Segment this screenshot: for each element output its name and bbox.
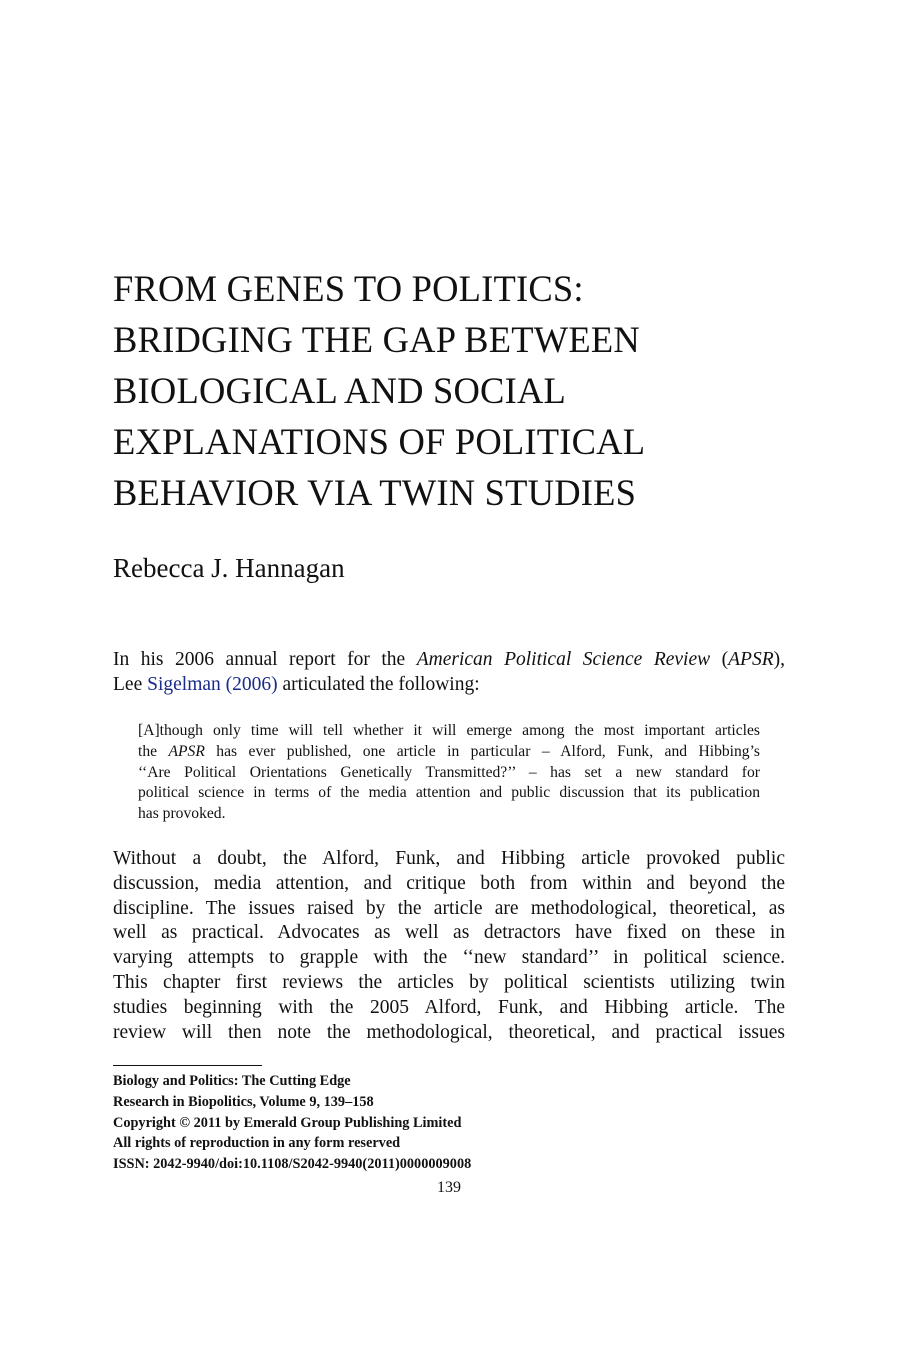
author-name: Rebecca J. Hannagan [113,553,345,583]
intro-line: Lee Sigelman (2006) articulated the following: [113,674,480,695]
quote-line: political science in terms of the media attention and public discussion that its publication [138,784,760,802]
quote-line: [A]though only time will tell whether it will emerge among the most important articles [138,722,760,739]
issn-doi: ISSN: 2042-9940/doi:10.1108/S2042-9940(2011)0000009008 [113,1156,472,1173]
footnote-divider [113,1065,262,1066]
quote-line: has provoked. [138,805,226,823]
publication-footnote [113,1071,713,1175]
title-line: EXPLANATIONS OF POLITICAL [113,421,646,462]
journal-name: American Political Science Review [416,649,711,670]
rights-notice: All rights of reproduction in any form reserved [113,1135,401,1152]
body-paragraph [113,847,785,1045]
body-line: discussion, media attention, and critique both from within and beyond the [113,872,785,894]
citation-link[interactable]: Sigelman (2006) [147,674,278,695]
book-title: Biology and Politics: The Cutting Edge [113,1073,351,1089]
title-line: FROM GENES TO POLITICS: [113,268,584,309]
journal-abbreviation: APSR [168,742,205,760]
copyright-notice: Copyright © 2011 by Emerald Group Publishing Limited [113,1114,462,1131]
title-line: BRIDGING THE GAP BETWEEN [113,319,640,360]
body-line: varying attempts to grapple with the ‘‘new standard’’ in political science. [113,947,785,969]
quote-line: ‘‘Are Political Orientations Genetically Transmitted?’’ – has set a new standard for [138,763,760,781]
block-quote [138,721,760,825]
series-info: Research in Biopolitics, Volume 9, 139–158 [113,1093,374,1110]
chapter-title [113,263,813,518]
body-line: studies beginning with the 2005 Alford, Funk, and Hibbing article. The [113,996,785,1018]
journal-abbreviation: APSR [728,649,774,670]
title-line: BIOLOGICAL AND SOCIAL [113,370,567,411]
body-line: Without a doubt, the Alford, Funk, and Hibbing article provoked public [113,848,785,869]
body-line: discipline. The issues raised by the article are methodological, theoretical, as [113,897,785,919]
body-line: well as practical. Advocates as well as detractors have fixed on these in [113,922,785,944]
body-line: review will then note the methodological, theoretical, and practical issues [113,1021,785,1043]
quote-line: the APSR has ever published, one article in particular – Alford, Funk, and Hibbing’s [138,742,760,760]
intro-line: In his 2006 annual report for the American Political Science Review (APSR), [113,649,785,670]
page-number: 139 [437,1179,461,1196]
title-line: BEHAVIOR VIA TWIN STUDIES [113,472,637,513]
intro-paragraph [113,647,785,697]
body-line: This chapter first reviews the articles by political scientists utilizing twin [113,971,785,993]
